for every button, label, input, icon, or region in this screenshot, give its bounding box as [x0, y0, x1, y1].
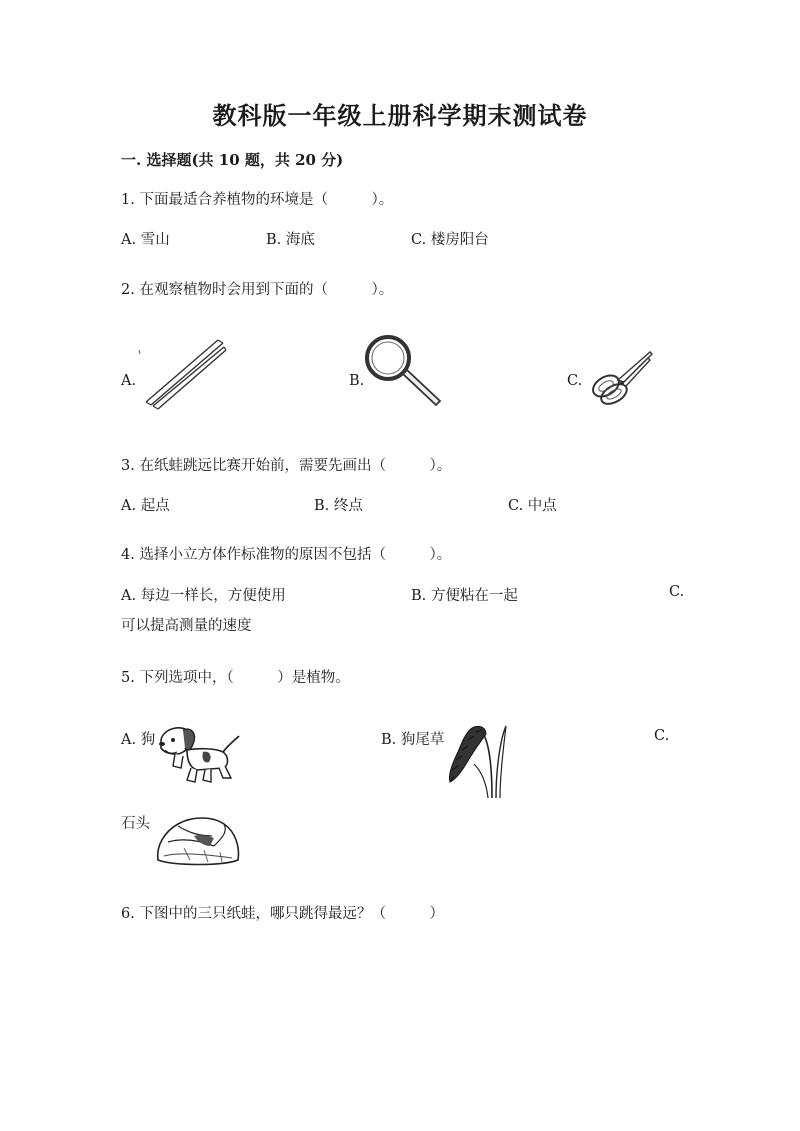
question-2-stem: 2. 在观察植物时会用到下面的（ ）。	[121, 282, 394, 298]
question-4-option-c[interactable]: C.	[669, 584, 685, 600]
question-1-option-a[interactable]: A. 雪山	[121, 232, 170, 248]
rock-icon	[154, 812, 242, 868]
question-4-option-a[interactable]: A. 每边一样长，方便使用	[121, 588, 286, 604]
question-2-option-a[interactable]: A.	[121, 373, 137, 389]
question-1-option-b[interactable]: B. 海底	[266, 232, 315, 248]
question-3-option-a[interactable]: A. 起点	[121, 498, 170, 514]
question-5-option-c-text: 石头	[121, 816, 150, 832]
question-1-option-c[interactable]: C. 楼房阳台	[411, 232, 489, 248]
foxtail-grass-icon	[444, 720, 510, 800]
question-2-option-c[interactable]: C.	[567, 373, 583, 389]
page-title: 教科版一年级上册科学期末测试卷	[212, 101, 588, 130]
scissors-icon	[586, 350, 656, 408]
question-4-option-c-text: 可以提高测量的速度	[121, 618, 252, 634]
question-2-option-b[interactable]: B.	[349, 373, 365, 389]
magnifying-glass-icon	[364, 334, 442, 410]
dog-icon	[153, 722, 243, 786]
question-5-option-a[interactable]: A. 狗	[121, 732, 156, 748]
section-heading: 一. 选择题(共 10 题，共 20 分)	[121, 151, 344, 169]
question-3-option-b[interactable]: B. 终点	[314, 498, 363, 514]
question-1-stem: 1. 下面最适合养植物的环境是（ ）。	[121, 192, 394, 208]
chopsticks-icon	[134, 334, 230, 410]
question-5-option-c[interactable]: C.	[654, 728, 670, 744]
question-5-stem: 5. 下列选项中，（ ）是植物。	[121, 670, 350, 686]
question-5-option-b[interactable]: B. 狗尾草	[381, 732, 445, 748]
question-6-stem: 6. 下图中的三只纸蛙，哪只跳得最远？（ ）	[121, 906, 444, 922]
question-3-option-c[interactable]: C. 中点	[508, 498, 557, 514]
question-4-option-b[interactable]: B. 方便粘在一起	[411, 588, 518, 604]
question-3-stem: 3. 在纸蛙跳远比赛开始前，需要先画出（ ）。	[121, 458, 452, 474]
question-4-stem: 4. 选择小立方体作标准物的原因不包括（ ）。	[121, 547, 452, 563]
